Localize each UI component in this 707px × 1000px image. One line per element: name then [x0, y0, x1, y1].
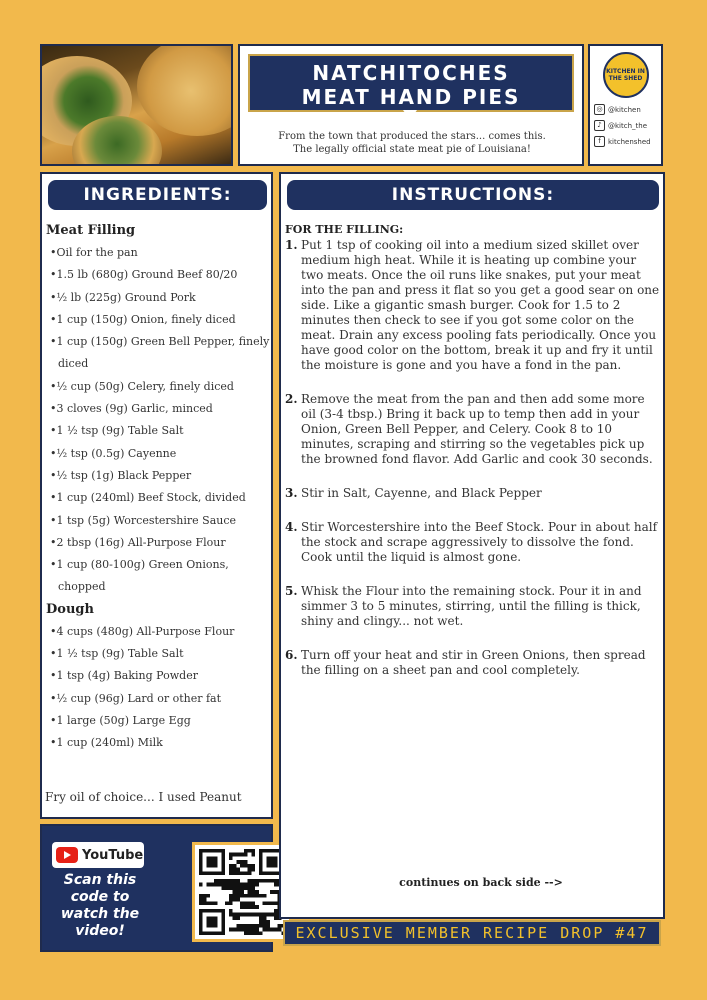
- hero-food-photo: [40, 44, 233, 166]
- instruction-step: [285, 392, 661, 467]
- facebook-icon: f: [594, 136, 605, 147]
- title-line-2: MEAT HAND PIES: [301, 85, 521, 109]
- ingredient-item: • 1 tsp (5g) Worcestershire Sauce: [46, 510, 270, 532]
- step-text: Stir Worcestershire into the Beef Stock. Pour in about half the stock and scrape aggressively to dissolve the fond. Cook until the liquid is almost gone.: [301, 520, 658, 564]
- step-text: Put 1 tsp of cooking oil into a medium sized skillet over medium high heat. While it is heating up combine your two meats. Once the oil runs like snakes, put your meat into the pan and press it flat so you get a good sear on one side. Like a gigantic smash burger. Cook for 1.5 to 2 minutes then check to see if you got some color on the meat. Drain any excess pooling fats periodically. Once you have good color on the bottom, break it up and fry it until the moisture is gone and you have a fond in the pan.: [301, 238, 660, 372]
- instruction-step: [285, 238, 661, 373]
- continues-note: continues on back side -->: [399, 876, 563, 889]
- ingredient-item: • 1 cup (150g) Green Bell Pepper, finely diced: [46, 331, 270, 376]
- facebook-handle: kitchenshed: [608, 137, 651, 146]
- ingredient-item: • 4 cups (480g) All-Purpose Flour: [46, 621, 270, 643]
- instructions-panel: [279, 172, 665, 919]
- ingredient-item: • 1 cup (240ml) Milk: [46, 732, 270, 754]
- ingredient-item: • ½ tsp (1g) Black Pepper: [46, 465, 270, 487]
- step-text: Remove the meat from the pan and then add some more oil (3-4 tbsp.) Bring it back up to temp then add in your Onion, Green Bell Pepper, and Celery. Cook 8 to 10 minutes, scraping and stirring so the vegetables pick up the browned fond flavor. Add Garlic and cook 30 seconds.: [301, 392, 653, 466]
- qr-code[interactable]: [192, 842, 292, 942]
- instagram-icon: ◎: [594, 104, 605, 115]
- ingredient-item: • 2 tbsp (16g) All-Purpose Flour: [46, 532, 270, 554]
- ingredients-header: INGREDIENTS:: [48, 180, 267, 210]
- ingredients-panel: [40, 172, 273, 819]
- ingredient-item: • ½ tsp (0.5g) Cayenne: [46, 443, 270, 465]
- ingredient-item: • 1 cup (150g) Onion, finely diced: [46, 309, 270, 331]
- kitchen-logo: [603, 52, 649, 98]
- filling-section-title: FOR THE FILLING:: [285, 223, 404, 236]
- dough-items: [46, 621, 270, 755]
- ingredient-item: • 1.5 lb (680g) Ground Beef 80/20: [46, 264, 270, 286]
- ingredients-list: [46, 220, 270, 755]
- ingredient-item: • 1 cup (80-100g) Green Onions, chopped: [46, 554, 270, 599]
- ingredient-item: • 1 ½ tsp (9g) Table Salt: [46, 643, 270, 665]
- social-card: [588, 44, 663, 166]
- instruction-steps: [285, 238, 661, 678]
- ingredient-item: • 1 tsp (4g) Baking Powder: [46, 665, 270, 687]
- instruction-step: [285, 584, 661, 629]
- subtitle-line-1: From the town that produced the stars... comes this.: [278, 131, 546, 142]
- subtitle-line-2: The legally official state meat pie of Louisiana!: [293, 144, 531, 155]
- instructions-content: [285, 222, 661, 697]
- social-facebook[interactable]: [594, 136, 657, 147]
- youtube-card: [40, 824, 273, 952]
- step-number: 6.: [285, 648, 298, 662]
- meat-filling-title: Meat Filling: [46, 223, 136, 238]
- tiktok-handle: @kitch_the: [608, 121, 648, 130]
- step-text: Whisk the Flour into the remaining stock. Pour it in and simmer 3 to 5 minutes, stirring, until the filling is thick, shiny and clingy... not wet.: [301, 584, 642, 628]
- step-number: 3.: [285, 486, 298, 500]
- ingredient-item: • ½ cup (96g) Lard or other fat: [46, 688, 270, 710]
- step-number: 1.: [285, 238, 298, 252]
- step-number: 5.: [285, 584, 298, 598]
- instruction-step: [285, 486, 661, 501]
- ingredient-item: • 1 large (50g) Large Egg: [46, 710, 270, 732]
- instructions-header: INSTRUCTIONS:: [287, 180, 659, 210]
- step-number: 4.: [285, 520, 298, 534]
- fry-oil-note: Fry oil of choice... I used Peanut: [45, 790, 242, 804]
- ingredient-item: • 1 ½ tsp (9g) Table Salt: [46, 420, 270, 442]
- instagram-handle: @kitchen: [608, 105, 641, 114]
- recipe-title: [248, 54, 574, 112]
- youtube-logo: [52, 842, 144, 868]
- ingredient-item: • ½ lb (225g) Ground Pork: [46, 287, 270, 309]
- youtube-play-icon: [56, 847, 78, 863]
- recipe-subtitle: [250, 130, 574, 156]
- ingredient-item: • Oil for the pan: [46, 242, 270, 264]
- ingredient-item: • 3 cloves (9g) Garlic, minced: [46, 398, 270, 420]
- meat-filling-items: [46, 242, 270, 599]
- step-text: Stir in Salt, Cayenne, and Black Pepper: [301, 486, 542, 500]
- step-number: 2.: [285, 392, 298, 406]
- member-drop-banner: EXCLUSIVE MEMBER RECIPE DROP #47: [283, 920, 661, 946]
- title-notch: [403, 110, 417, 120]
- instruction-step: [285, 648, 661, 678]
- title-line-1: NATCHITOCHES: [312, 61, 510, 85]
- youtube-brand: YouTube: [82, 847, 144, 863]
- ingredient-item: • ½ cup (50g) Celery, finely diced: [46, 376, 270, 398]
- scan-instruction: Scan this code to watch the video!: [60, 872, 140, 939]
- social-tiktok[interactable]: [594, 120, 657, 131]
- tiktok-icon: ♪: [594, 120, 605, 131]
- logo-text: KITCHEN IN THE SHED: [606, 68, 645, 82]
- dough-title: Dough: [46, 601, 94, 617]
- ingredient-item: • 1 cup (240ml) Beef Stock, divided: [46, 487, 270, 509]
- step-text: Turn off your heat and stir in Green Onions, then spread the filling on a sheet pan and cool completely.: [301, 648, 646, 677]
- instruction-step: [285, 520, 661, 565]
- social-instagram[interactable]: [594, 104, 657, 115]
- title-card: [238, 44, 584, 166]
